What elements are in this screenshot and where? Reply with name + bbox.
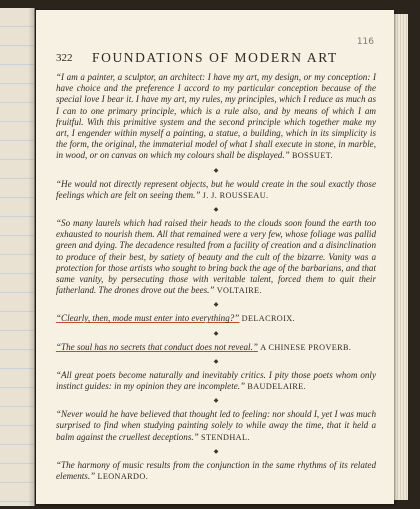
separator-diamond-icon: ◆ [213, 448, 219, 455]
quote-attribution: VOLTAIRE. [216, 286, 262, 296]
quote-attribution: STENDHAL. [200, 432, 250, 442]
separator-diamond-icon: ◆ [213, 207, 219, 214]
page-stack-edge [394, 14, 408, 500]
quote-text-underlined: “The soul has no secrets that conduct does not reveal.” [56, 341, 258, 352]
quote-text-underlined: “Clearly, then, mode must enter into everything?” [56, 313, 240, 324]
quote-text: “All great poets become naturally and inevitably critics. I pity those poets whom only instinct guides: in my opinion they are incomplete.” [56, 369, 376, 392]
quotes-list [56, 72, 376, 482]
quote-delacroix [56, 313, 376, 324]
quote-stendhal [56, 409, 376, 443]
running-title: FOUNDATIONS OF MODERN ART [92, 50, 338, 65]
quote-bossuet [56, 72, 376, 162]
book-page [36, 10, 394, 504]
pencil-annotation: 116 [356, 37, 374, 47]
separator-diamond-icon: ◆ [213, 302, 219, 309]
separator-diamond-icon: ◆ [213, 330, 219, 337]
quote-attribution: DELACROIX. [241, 314, 296, 324]
quote-attribution: LEONARDO. [97, 472, 149, 482]
quote-text: “Never would he have believed that thought led to feeling: nor should I, yet I was much surprised to find when studying painting solely to while away the time, that it held a balm against the cruellest deceptions.” [56, 409, 376, 442]
quote-text: “He would not directly represent objects, but he would create in the soul exactly those feelings which are felt on seeing them.” [56, 178, 376, 200]
quote-attribution: BAUDELAIRE. [247, 382, 307, 392]
quote-rousseau [56, 179, 376, 201]
quote-attribution: J. J. ROUSSEAU. [202, 190, 269, 200]
quote-attribution: BOSSUET. [291, 151, 333, 161]
separator-diamond-icon: ◆ [213, 167, 219, 174]
quote-leonardo [56, 460, 376, 482]
quote-text: “The harmony of music results from the conjunction in the same rhythms of its related elements.” [56, 459, 376, 482]
page-number: 322 [56, 52, 73, 64]
quote-chinese-proverb [56, 342, 376, 353]
quote-text: “I am a painter, a sculptor, an architect: I have my art, my design, or my conception: I have choice and the preference I accord to my particular conception because of the special love I bear it. I have my art, my rules, my principles, which I reduce as much as I can to one primary principle, which is a rule also, and by means of which I am fruitful. With this primitive system and the second principle which together make my art, I engender within myself a painting, a statue, a building, which in its simplicity is the form, the original, the immaterial model of what I shall execute in stone, in marble, in wood, or on canvas on which my colours shall be displayed.” [56, 72, 376, 161]
separator-diamond-icon: ◆ [213, 358, 219, 365]
quote-voltaire [56, 218, 376, 296]
quote-attribution: A CHINESE PROVERB. [260, 342, 352, 352]
quote-baudelaire [56, 370, 376, 392]
quote-text: “So many laurels which had raised their heads to the clouds soon found the earth too exhausted to nourish them. All that remained were a very few, whose foliage was pallid green and dying. The decadence resulted from a facility of creation and a disinclination to produce of their best, by satiety of beauty and the cult of the bizarre. Vanity was a protection for those artists who sought to bring back the age of the barbarians, and that same vanity, by persecuting those with veritable talent, forced them to quit their fatherland. The drones drove out the bees.” [56, 218, 376, 296]
separator-diamond-icon: ◆ [213, 398, 219, 405]
